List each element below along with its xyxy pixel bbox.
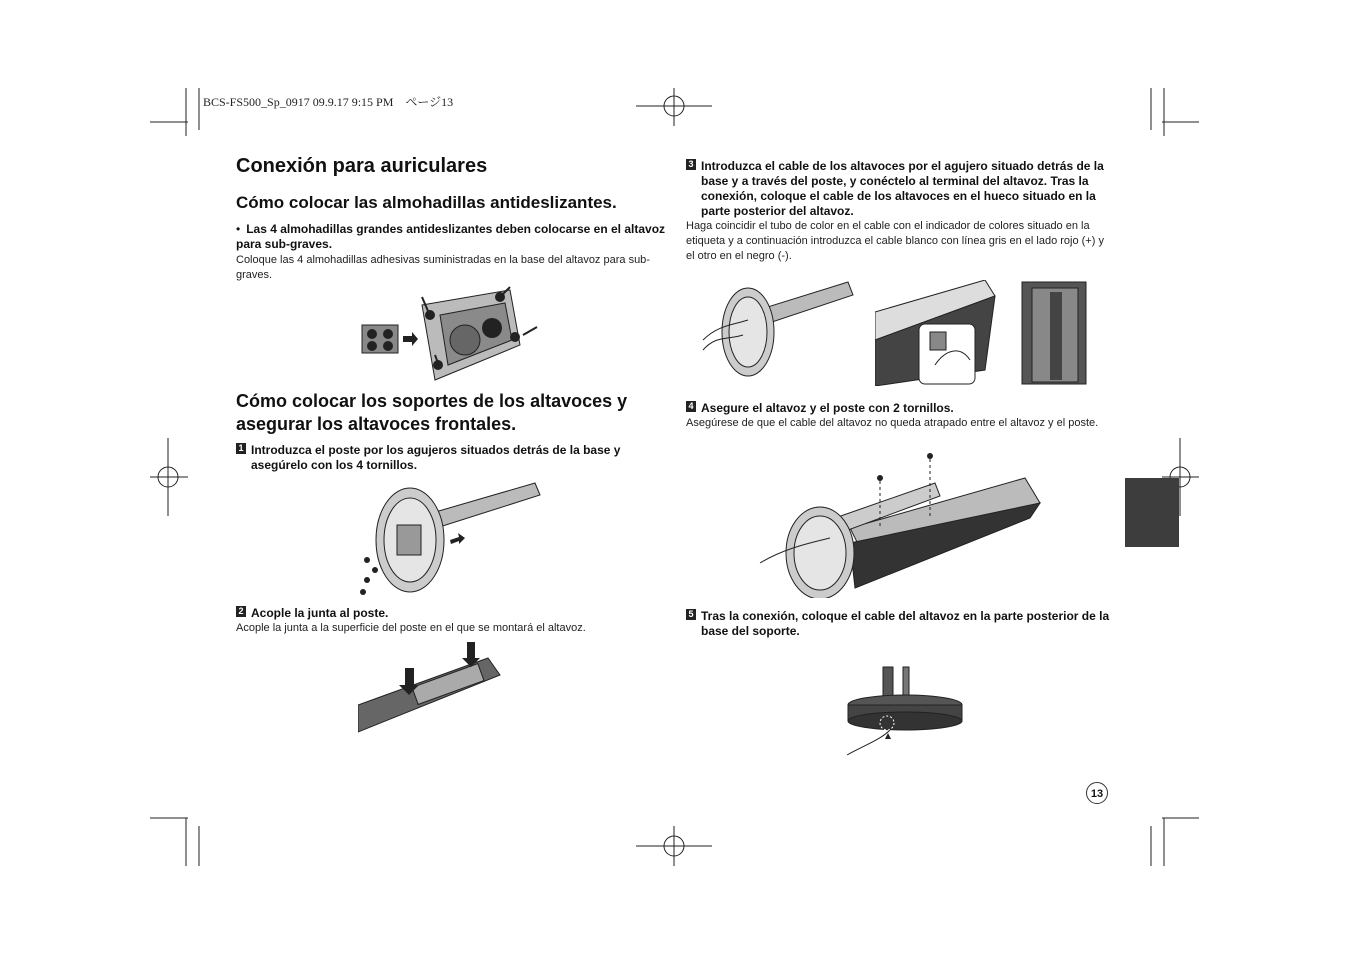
step3-illustration-b [875, 280, 1000, 386]
step-5 [686, 609, 1116, 639]
step-4-number: 4 [686, 401, 696, 412]
step4-illustration [755, 448, 1055, 598]
page-title: Conexión para auriculares [236, 155, 488, 177]
pads-heading: Cómo colocar las almohadillas antideslizantes. [236, 193, 617, 212]
step-1-title: Introduzca el poste por los agujeros situados detrás de la base y asegúrelo con los 4 tornillos. [251, 443, 621, 472]
step-3-number: 3 [686, 159, 696, 170]
step-2-title: Acople la junta al poste. [251, 606, 389, 620]
step1-illustration [355, 475, 545, 600]
print-header [203, 93, 453, 110]
step-5-number: 5 [686, 609, 696, 620]
pads-illustration [360, 285, 540, 385]
step-5-title: Tras la conexión, coloque el cable del altavoz en la parte posterior de la base del soporte. [701, 609, 1110, 638]
step5-illustration [845, 665, 975, 760]
step-4-body: Asegúrese de que el cable del altavoz no queda atrapado entre el altavoz y el poste. [686, 417, 1099, 429]
step-3-title: Introduzca el cable de los altavoces por el agujero situado detrás de la base y a través del poste, y conéctelo al terminal del altavoz. Tras la conexión, coloque el cable de los altavoces en el hueco situado en la parte posterior del altavoz. [701, 159, 1104, 218]
step2-illustration [358, 640, 503, 735]
step-2 [236, 606, 666, 621]
stands-heading: Cómo colocar los soportes de los altavoces y asegurar los altavoces frontales. [236, 391, 628, 434]
file-info: BCS-FS500_Sp_0917 09.9.17 9:15 PM [203, 95, 394, 109]
step-2-body: Acople la junta a la superficie del poste en el que se montará el altavoz. [236, 622, 586, 634]
step3-illustration-c [1020, 280, 1088, 386]
step-1-number: 1 [236, 443, 246, 454]
pads-body: Coloque las 4 almohadillas adhesivas suministradas en la base del altavoz para sub-graves. [236, 254, 650, 281]
step-2-number: 2 [236, 606, 246, 617]
step-1 [236, 443, 666, 473]
page-ref: ページ13 [405, 95, 454, 109]
step-4 [686, 401, 1116, 416]
step-4-title: Asegure el altavoz y el poste con 2 tornillos. [701, 401, 954, 415]
step-3-body: Haga coincidir el tubo de color en el cable con el indicador de colores situado en la etiqueta y a continuación introduzca el cable blanco con línea gris en el lado rojo (+) y el otro en el negro (-). [686, 220, 1104, 262]
page-number: 13 [1086, 782, 1108, 804]
section-tab [1125, 478, 1179, 547]
step3-illustration-a [698, 280, 858, 380]
pads-bullet: • Las 4 almohadillas grandes antideslizantes deben colocarse en el altavoz para sub-graves. [236, 222, 666, 251]
step-3 [686, 159, 1116, 219]
